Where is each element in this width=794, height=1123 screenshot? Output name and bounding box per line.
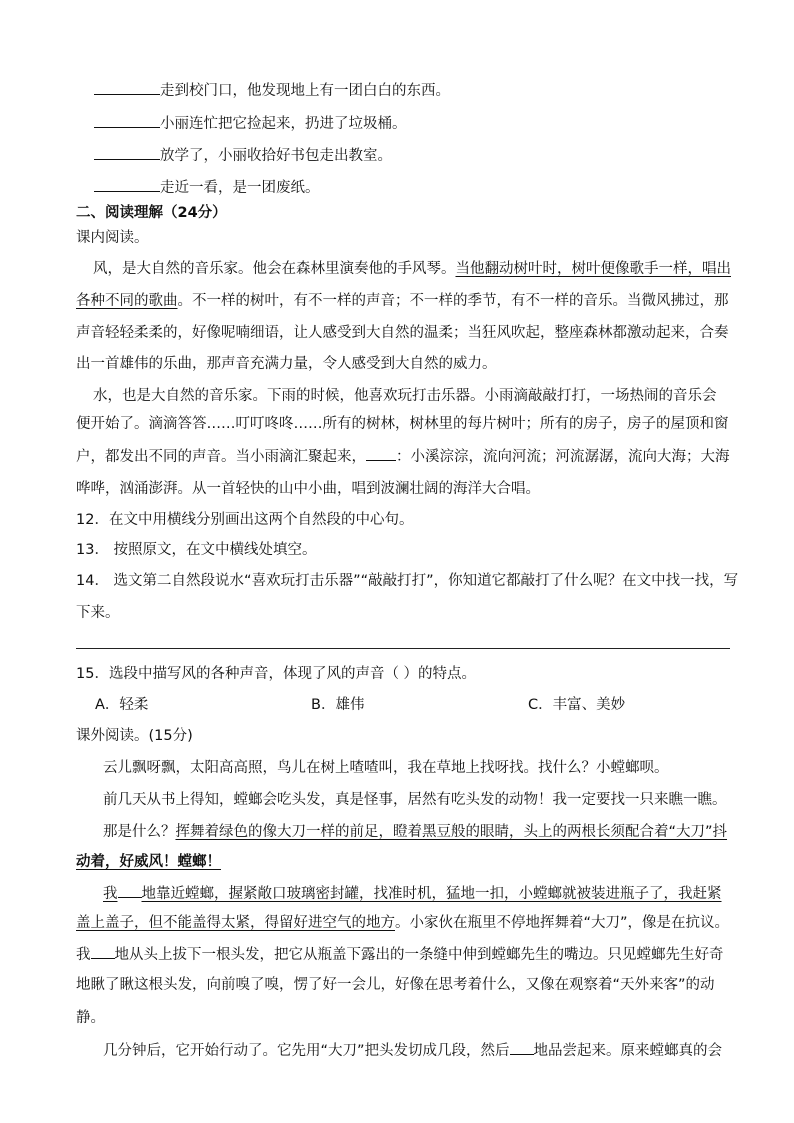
answer-blank[interactable]: [94, 177, 160, 192]
order-item-2: 小丽连忙把它捡起来，扔进了垃圾桶。: [94, 113, 407, 134]
passage-1-line-2: 各种不同的歌曲。不一样的树叶，有不一样的声音；不一样的季节，有不一样的音乐。当微风拂过，那: [76, 293, 729, 309]
passage-3-line-10: 几分钟后，它开始行动了。它先用“大刀”把头发切成几段，然后 地品尝起来。原来螳螂真的会: [103, 1040, 722, 1061]
answer-blank[interactable]: [94, 113, 160, 128]
passage-3-line-9: 静。: [76, 1010, 105, 1026]
fill-blank[interactable]: [510, 1040, 534, 1055]
passage-2-line-3: 户，都发出不同的声音。当小雨滴汇聚起来， ：小溪淙淙，流向河流；河流潺潺，流向大海；大海: [76, 446, 730, 467]
passage-3-line-8: 地瞅了瞅这根头发，向前嗅了嗅，愣了好一会儿，好像在思考着什么，又像在观察着“天外来客”的动: [76, 977, 715, 993]
answer-blank[interactable]: [94, 145, 160, 160]
option-a[interactable]: A．轻柔: [95, 697, 149, 713]
option-c[interactable]: C．丰富、美妙: [528, 697, 626, 713]
order-item-1: 走到校门口，他发现地上有一团白白的东西。: [94, 80, 450, 101]
passage-3-line-4: 动着，好威风！螳螂！: [76, 854, 221, 870]
passage-2-line-2: 便开始了。滴滴答答……叮叮咚咚……所有的树林，树林里的每片树叶；所有的房子，房子的屋顶和窗: [76, 416, 729, 432]
passage-3-line-5: 我 地靠近螳螂，握紧敞口玻璃密封罐，找准时机，猛地一扣，小螳螂就被装进瓶子了，我赶紧: [103, 883, 722, 904]
question-15: 15．选段中描写风的各种声音，体现了风的声音（ ）的特点。: [76, 666, 477, 682]
passage-1-line-4: 出一首雄伟的乐曲，那声音充满力量，令人感受到大自然的威力。: [76, 356, 497, 372]
fill-blank[interactable]: [118, 883, 142, 898]
question-12: 12．在文中用横线分别画出这两个自然段的中心句。: [76, 512, 414, 528]
passage-3-line-6: 盖上盖子，但不能盖得太紧，得留好进空气的地方。小家伙在瓶里不停地挥舞着“大刀”，像是在抗议。: [76, 915, 730, 931]
question-14-line-2: 下来。: [76, 605, 120, 621]
passage-3-line-2: 前几天从书上得知，螳螂会吃头发，真是怪事，居然有吃头发的动物！我一定要找一只来瞧一瞧。: [103, 792, 727, 808]
out-class-reading-label: 课外阅读。(15分): [76, 728, 193, 744]
passage-1-line-1: 风，是大自然的音乐家。他会在森林里演奏他的手风琴。当他翻动树叶时，树叶便像歌手一样，唱出: [93, 261, 731, 277]
passage-2-line-4: 哗哗，汹涌澎湃。从一首轻快的山中小曲，唱到波澜壮阔的海洋大合唱。: [76, 481, 540, 497]
passage-3-line-1: 云儿飘呀飘，太阳高高照，鸟儿在树上喳喳叫，我在草地上找呀找。找什么？小螳螂呗。: [103, 760, 669, 776]
fill-blank[interactable]: [91, 944, 115, 959]
option-b[interactable]: B．雄伟: [311, 697, 365, 713]
question-13: 13． 按照原文，在文中横线处填空。: [76, 542, 317, 558]
section-title: 二、阅读理解（24分）: [76, 205, 227, 221]
order-item-4: 走近一看，是一团废纸。: [94, 177, 320, 198]
fill-blank[interactable]: [366, 446, 396, 461]
passage-3-line-3: 那是什么？挥舞着绿色的像大刀一样的前足，瞪着黑豆般的眼睛，头上的两根长须配合着“大刀”抖: [103, 824, 728, 840]
central-sentence: 当他翻动树叶时，树叶便像歌手一样，唱出: [455, 261, 731, 277]
passage-2-line-1: 水，也是大自然的音乐家。下雨的时候，他喜欢玩打击乐器。小雨滴敲敲打打，一场热闹的音乐会: [93, 388, 717, 404]
answer-blank[interactable]: [94, 80, 160, 95]
passage-1-line-3: 声音轻轻柔柔的，好像呢喃细语，让人感受到大自然的温柔；当狂风吹起，整座森林都激动起来，合奏: [76, 325, 729, 341]
question-14-line-1: 14． 选文第二自然段说水“喜欢玩打击乐器”“敲敲打打”，你知道它都敲打了什么呢？在文中找一找，写: [76, 573, 739, 589]
answer-line[interactable]: [76, 648, 730, 649]
order-item-3: 放学了，小丽收拾好书包走出教室。: [94, 145, 392, 166]
passage-3-line-7: 我 地从头上拔下一根头发，把它从瓶盖下露出的一条缝中伸到螳螂先生的嘴边。只见螳螂先生好奇: [76, 944, 724, 965]
in-class-reading-label: 课内阅读。: [76, 230, 149, 246]
